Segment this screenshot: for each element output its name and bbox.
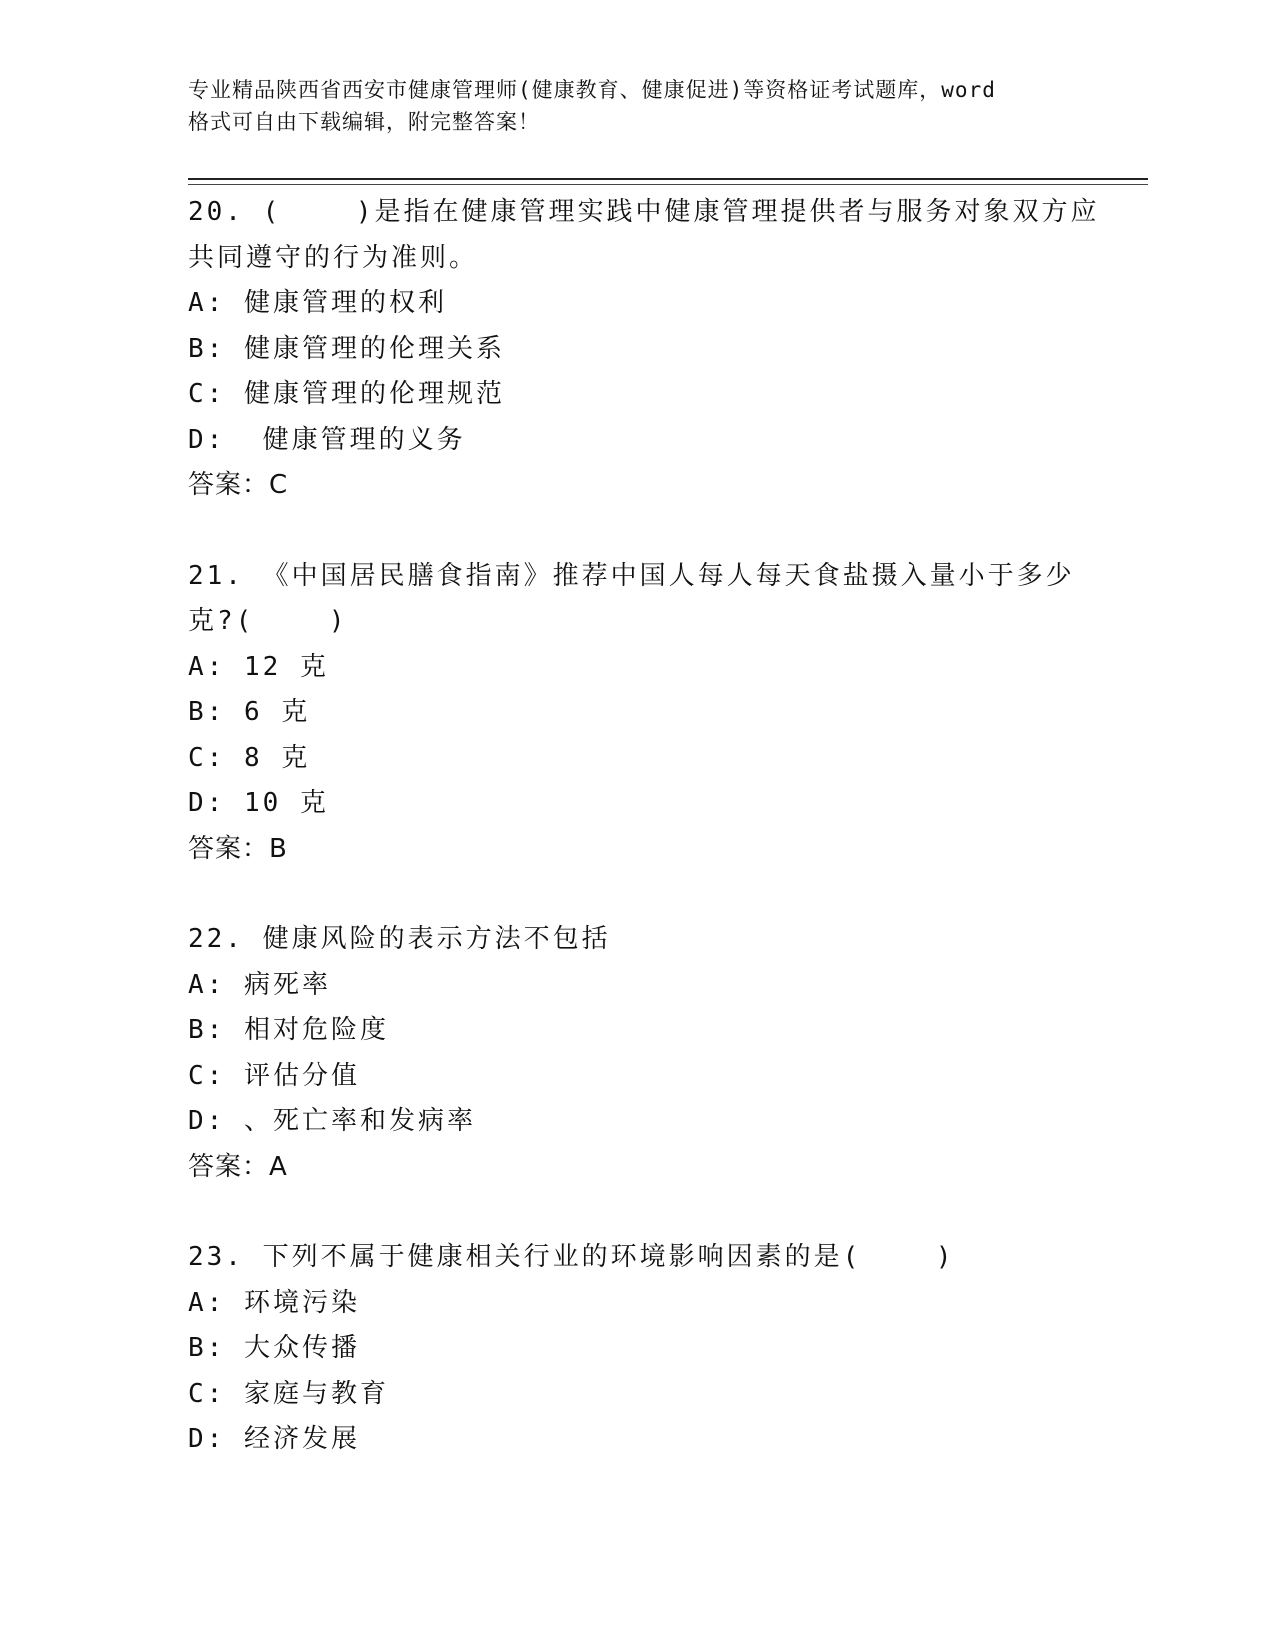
option-a: A: 病死率 [188,969,331,1000]
question-21 [188,554,1088,873]
option-c: C: 家庭与教育 [188,1378,389,1409]
question-text-line: 22. 健康风险的表示方法不包括 [188,924,611,954]
question-text-line: 23. 下列不属于健康相关行业的环境影响因素的是( ) [188,1242,955,1272]
header-divider-thin [188,184,1148,185]
option-c: C: 评估分值 [188,1060,360,1091]
answer-line: 答案：C [188,470,289,500]
question-text-line: 21. 《中国居民膳食指南》推荐中国人每人每天食盐摄入量小于多少 [188,560,1075,591]
option-d: D: 经济发展 [188,1424,360,1454]
option-b: B: 健康管理的伦理关系 [188,333,505,364]
header-divider-thick [188,178,1148,180]
question-text-line: 克?( ) [188,606,348,636]
answer-line: 答案：A [188,1151,288,1182]
answer-line: 答案：B [188,833,288,864]
option-a: A: 12 克 [188,651,329,682]
question-23 [188,1235,1088,1463]
question-22 [188,917,1088,1190]
question-list [188,190,1100,1463]
question-spacer [188,509,1088,554]
option-c: C: 健康管理的伦理规范 [188,379,505,409]
page-header [188,74,1088,138]
question-spacer [188,872,1088,917]
header-line-1: 专业精品陕西省西安市健康管理师(健康教育、健康促进)等资格证考试题库，word [188,78,996,102]
question-text-line: 20. ( )是指在健康管理实践中健康管理提供者与服务对象双方应 [188,197,1100,227]
option-b: B: 相对危险度 [188,1015,389,1045]
option-b: B: 大众传播 [188,1333,360,1363]
option-a: A: 环境污染 [188,1287,360,1318]
option-d: D: 健康管理的义务 [188,424,466,455]
option-a: A: 健康管理的权利 [188,288,447,318]
option-d: D: 、死亡率和发病率 [188,1106,476,1136]
header-line-2: 格式可自由下载编辑，附完整答案！ [188,110,540,134]
question-text-line: 共同遵守的行为准则。 [188,242,479,273]
option-c: C: 8 克 [188,742,311,773]
option-d: D: 10 克 [188,788,329,818]
question-spacer [188,1190,1088,1235]
option-b: B: 6 克 [188,697,311,727]
question-20 [188,190,1100,509]
